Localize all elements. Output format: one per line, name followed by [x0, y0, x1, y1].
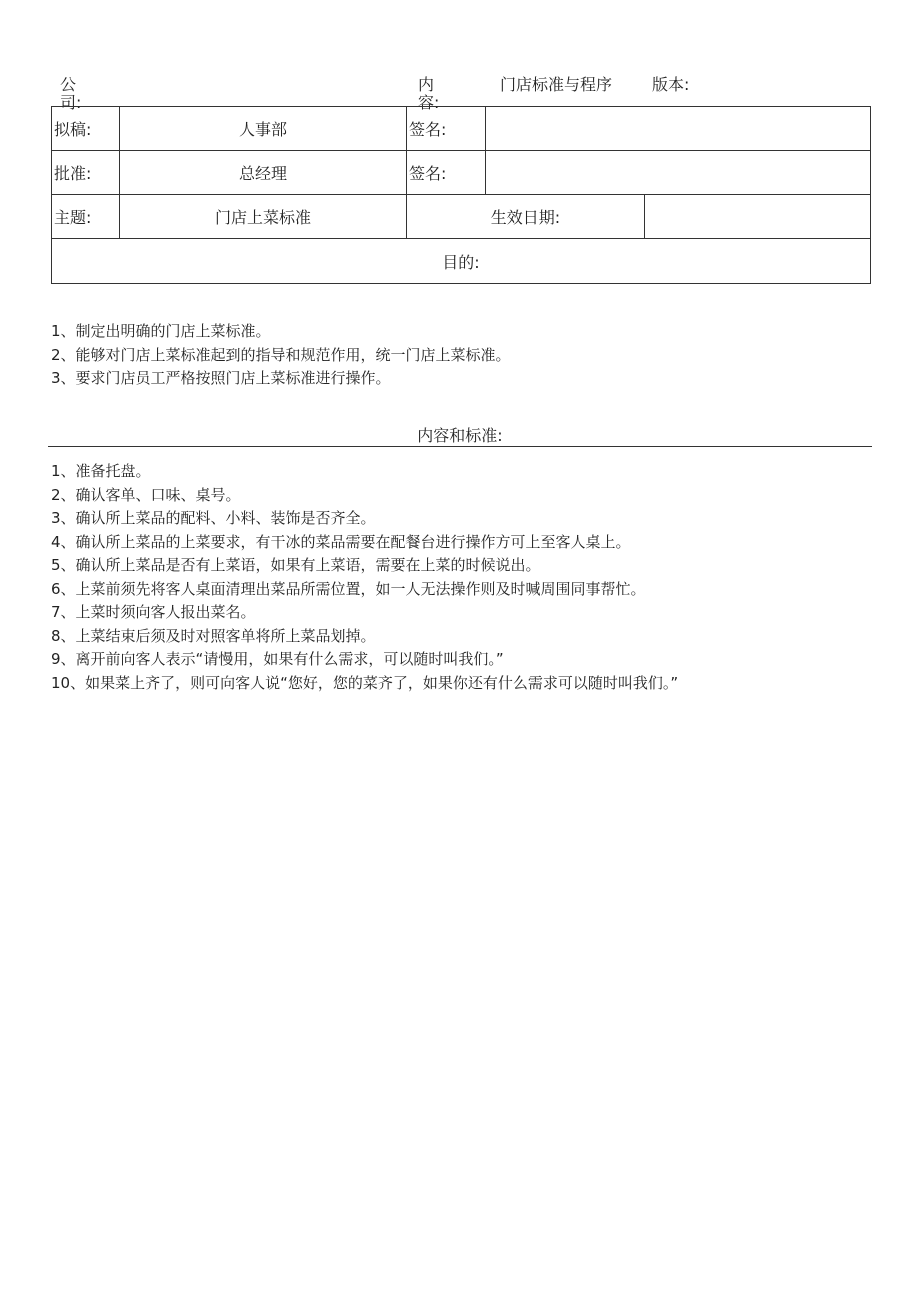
list-item: 8、上菜结束后须及时对照客单将所上菜品划掉。 — [51, 626, 376, 645]
list-item: 2、能够对门店上菜标准起到的指导和规范作用，统一门店上菜标准。 — [51, 345, 511, 364]
signature-label: 签名: — [407, 151, 486, 195]
purpose-label: 目的: — [52, 239, 871, 284]
list-item: 2、确认客单、口味、桌号。 — [51, 485, 241, 504]
content-section-title: 内容和标准: — [417, 426, 503, 445]
list-item: 10、如果菜上齐了，则可向客人说“您好，您的菜齐了，如果你还有什么需求可以随时叫我们。” — [51, 673, 679, 692]
signature-field[interactable] — [486, 107, 871, 151]
signature-label: 签名: — [407, 107, 486, 151]
list-item: 6、上菜前须先将客人桌面清理出菜品所需位置，如一人无法操作则及时喊周围同事帮忙。 — [51, 579, 646, 598]
list-item: 5、确认所上菜品是否有上菜语，如果有上菜语，需要在上菜的时候说出。 — [51, 556, 541, 574]
section-divider — [48, 446, 872, 447]
subject-value: 门店上菜标准 — [120, 195, 407, 239]
list-item: 1、准备托盘。 — [51, 462, 151, 480]
document-title: 门店标准与程序 — [500, 75, 613, 94]
draft-label: 拟稿: — [52, 107, 120, 151]
form-row-purpose — [52, 239, 871, 284]
approval-form-table — [51, 106, 871, 284]
signature-field[interactable] — [486, 151, 871, 195]
content-label: 内容: — [418, 75, 440, 112]
approve-value: 总经理 — [120, 151, 407, 195]
draft-value: 人事部 — [120, 107, 407, 151]
list-item: 3、确认所上菜品的配料、小料、装饰是否齐全。 — [51, 509, 376, 527]
effective-date-label: 生效日期: — [407, 195, 645, 239]
form-row-subject — [52, 195, 871, 239]
list-item: 3、要求门店员工严格按照门店上菜标准进行操作。 — [51, 369, 391, 387]
effective-date-field[interactable] — [645, 195, 871, 239]
list-item: 1、制定出明确的门店上菜标准。 — [51, 322, 271, 340]
subject-label: 主题: — [52, 195, 120, 239]
list-item: 4、确认所上菜品的上菜要求，有干冰的菜品需要在配餐台进行操作方可上至客人桌上。 — [51, 532, 631, 551]
company-label: 公司: — [60, 75, 82, 112]
list-item: 7、上菜时须向客人报出菜名。 — [51, 603, 256, 621]
list-item: 9、离开前向客人表示“请慢用，如果有什么需求，可以随时叫我们。” — [51, 650, 504, 668]
form-row-approve — [52, 151, 871, 195]
purpose-list — [51, 320, 511, 391]
content-list — [51, 460, 678, 695]
approve-label: 批准: — [52, 151, 120, 195]
form-row-draft — [52, 107, 871, 151]
version-label: 版本: — [652, 75, 690, 94]
